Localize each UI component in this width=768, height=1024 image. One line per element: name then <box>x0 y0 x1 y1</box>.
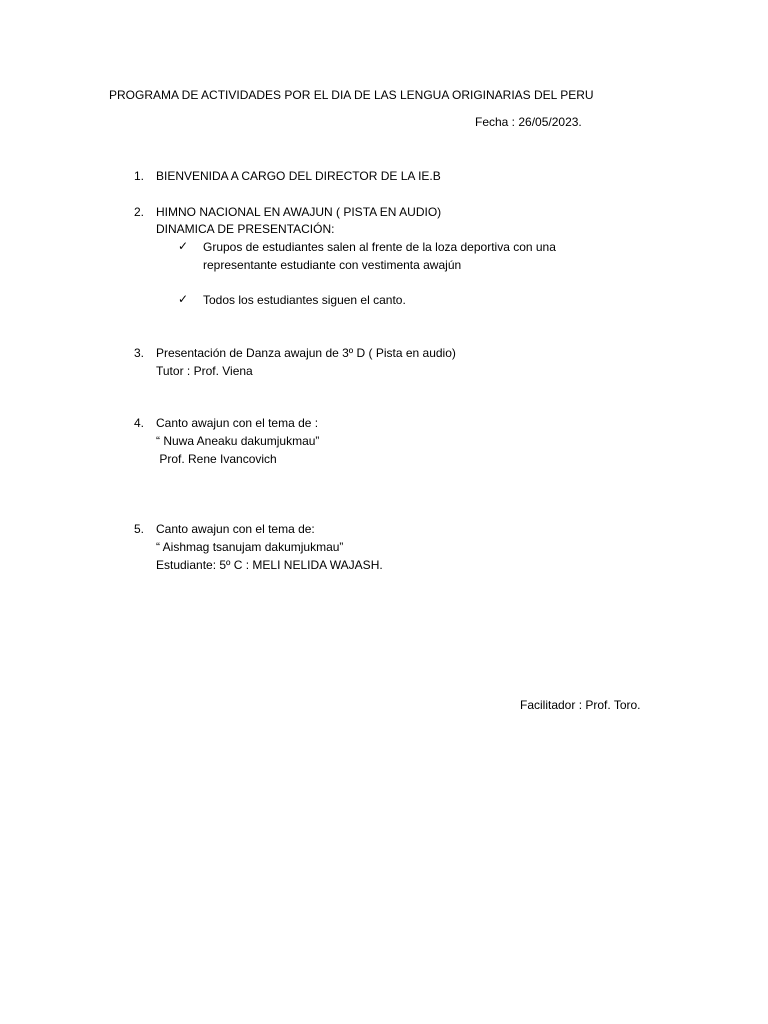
sub-item-text: representante estudiante con vestimenta awajún <box>203 258 462 272</box>
item-number: 4. <box>133 416 144 430</box>
item-text: Estudiante: 5º C : MELI NELIDA WAJASH. <box>156 558 383 572</box>
document-title: PROGRAMA DE ACTIVIDADES POR EL DIA DE LAS LENGUA ORIGINARIAS DEL PERU <box>109 88 594 102</box>
sub-item-text: Grupos de estudiantes salen al frente de la loza deportiva con una <box>203 240 556 254</box>
item-number: 2. <box>133 205 144 219</box>
facilitator-signature: Facilitador : Prof. Toro. <box>520 698 641 712</box>
item-number: 5. <box>133 522 144 536</box>
checkmark-icon: ✓ <box>178 239 189 253</box>
item-text: Canto awajun con el tema de: <box>156 522 315 536</box>
item-text: “ Nuwa Aneaku dakumjukmau” <box>156 434 320 448</box>
document-date: Fecha : 26/05/2023. <box>475 115 582 129</box>
item-text: Prof. Rene Ivancovich <box>156 452 277 466</box>
item-text: Tutor : Prof. Viena <box>156 364 253 378</box>
item-text: DINAMICA DE PRESENTACIÓN: <box>156 222 335 236</box>
item-text: “ Aishmag tsanujam dakumjukmau” <box>156 540 344 554</box>
item-text: HIMNO NACIONAL EN AWAJUN ( PISTA EN AUDIO) <box>156 205 442 219</box>
item-text: Canto awajun con el tema de : <box>156 416 319 430</box>
item-text: BIENVENIDA A CARGO DEL DIRECTOR DE LA IE.B <box>156 169 441 183</box>
item-number: 1. <box>133 169 144 183</box>
checkmark-icon: ✓ <box>178 292 189 306</box>
item-text: Presentación de Danza awajun de 3º D ( Pista en audio) <box>156 346 456 360</box>
sub-item-text: Todos los estudiantes siguen el canto. <box>203 293 406 307</box>
item-number: 3. <box>133 346 144 360</box>
